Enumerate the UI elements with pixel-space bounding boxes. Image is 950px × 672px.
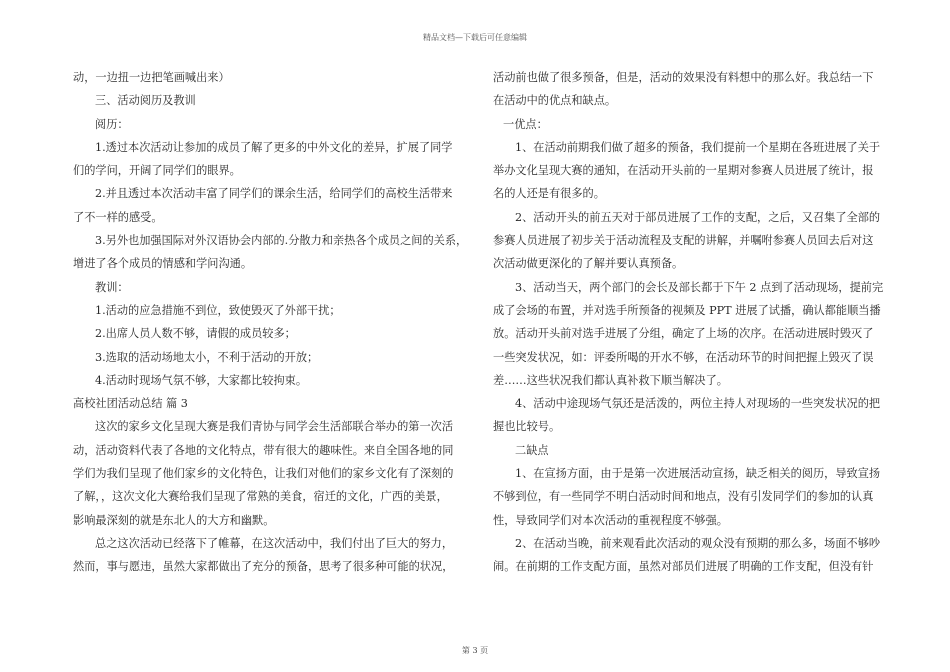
text-line: 举办文化呈现大赛的通知，在活动开头前的一星期对参赛人员进展了统计，报	[493, 164, 874, 178]
text-line: 阅历：	[95, 117, 129, 131]
text-line: 4、活动中途现场气氛还是活泼的，两位主持人对现场的一些突发状况的把	[515, 397, 881, 411]
text-line: 总之这次活动已经落下了帷幕，在这次活动中，我们付出了巨大的努力，	[95, 536, 454, 550]
text-line: 然而，事与愿违，虽然大家都做出了充分的预备，思考了很多种可能的状况，	[73, 560, 454, 574]
text-line: 1、在活动前期我们做了超多的预备，我们提前一个星期在各班进展了关于	[515, 140, 881, 154]
text-line: 二缺点	[515, 443, 549, 457]
text-line: 这次的家乡文化呈现大赛是我们青协与同学会生活部联合举办的第一次活	[95, 420, 454, 434]
text-line: 高校社团活动总结 篇 3	[73, 397, 188, 411]
page-header: 精品文档—下载后可任意编辑	[423, 33, 527, 42]
text-line: 3、活动当天，两个部门的会长及部长都于下午 2 点到了活动现场，提前完	[515, 280, 884, 294]
text-line: 了不一样的感受。	[73, 210, 163, 224]
text-line: 名的人还是有很多的。	[493, 187, 605, 201]
text-line: 了解，，这次文化大赛给我们呈现了常熟的美食，宿迁的文化，广西的美景，	[73, 490, 448, 504]
text-line: 动，一边扭一边把笔画喊出来）	[73, 71, 230, 84]
text-line: 不够到位，有一些同学不明白活动时间和地点，没有引发同学们的参加的认真	[493, 490, 874, 504]
text-line: 影响最深刻的就是东北人的大方和幽默。	[73, 513, 275, 527]
text-line: 闹。在前期的工作支配方面，虽然对部员们进展了明确的工作支配，但没有针	[493, 560, 874, 574]
text-line: 差……这些状况我们都认真补救下顺当解决了。	[493, 373, 728, 387]
left-column	[73, 66, 468, 579]
text-line: 2.并且透过本次活动丰富了同学们的课余生活，给同学们的高校生活带来	[95, 187, 453, 201]
text-line: 1.透过本次活动让参加的成员了解了更多的中外文化的差异，扩展了同学	[95, 140, 453, 154]
page-number: 第 3 页	[461, 646, 489, 655]
text-line: 学们为我们呈现了他们家乡的文化特色，让我们对他们的家乡文化有了深刻的	[73, 467, 454, 481]
text-line: 动，活动资料代表了各地的文化特点，带有很大的趣味性。来自全国各地的同	[73, 443, 454, 457]
text-line: 3.另外也加强国际对外汉语协会内部的.分散力和亲热各个成员之间的关系，	[95, 234, 468, 248]
text-line: 2、活动开头的前五天对于部员进展了工作的支配，之后，又召集了全部的	[515, 210, 881, 224]
text-line: 1.活动的应急措施不到位，致使毁灭了外部干扰；	[95, 303, 341, 317]
text-line: 一些突发状况，如：评委所喝的开水不够，在活动环节的时间把握上毁灭了误	[493, 350, 874, 364]
text-line: 性，导致同学们对本次活动的重视程度不够强。	[493, 513, 728, 527]
text-line: 三、活动阅历及教训	[95, 94, 196, 108]
right-column	[493, 66, 884, 579]
text-line: 3.选取的活动场地太小，不利于活动的开放；	[95, 350, 319, 364]
text-line: 参赛人员进展了初步关于活动流程及支配的讲解，并嘱咐参赛人员回去后对这	[493, 234, 874, 248]
text-line: 成了会场的布置，并对选手所预备的视频及 PPT 进展了试播，确认都能顺当播	[493, 303, 881, 317]
text-line: 2、在活动当晚，前来观看此次活动的观众没有预期的那么多，场面不够吵	[515, 536, 881, 550]
text-line: 教训：	[95, 280, 129, 294]
text-line: 2.出席人员人数不够，请假的成员较多；	[95, 327, 296, 341]
text-line: 放。活动开头前对选手进展了分组，确定了上场的次序。在活动进展时毁灭了	[493, 327, 874, 341]
text-line: 一优点：	[503, 117, 548, 131]
text-line: 增进了各个成员的情感和学问沟通。	[73, 257, 253, 271]
text-line: 握也比较号。	[493, 420, 561, 434]
text-line: 次活动做更深化的了解并要认真预备。	[493, 257, 684, 271]
text-line: 们的学问，开阔了同学们的眼界。	[73, 164, 241, 178]
text-line: 1、在宣扬方面，由于是第一次进展活动宣扬，缺乏相关的阅历，导致宣扬	[515, 467, 881, 481]
text-line: 活动前也做了很多预备，但是，活动的效果没有料想中的那么好。我总结一下	[493, 71, 874, 84]
text-line: 在活动中的优点和缺点。	[493, 94, 617, 108]
text-line: 4.活动时现场气氛不够，大家都比较拘束。	[95, 373, 308, 387]
